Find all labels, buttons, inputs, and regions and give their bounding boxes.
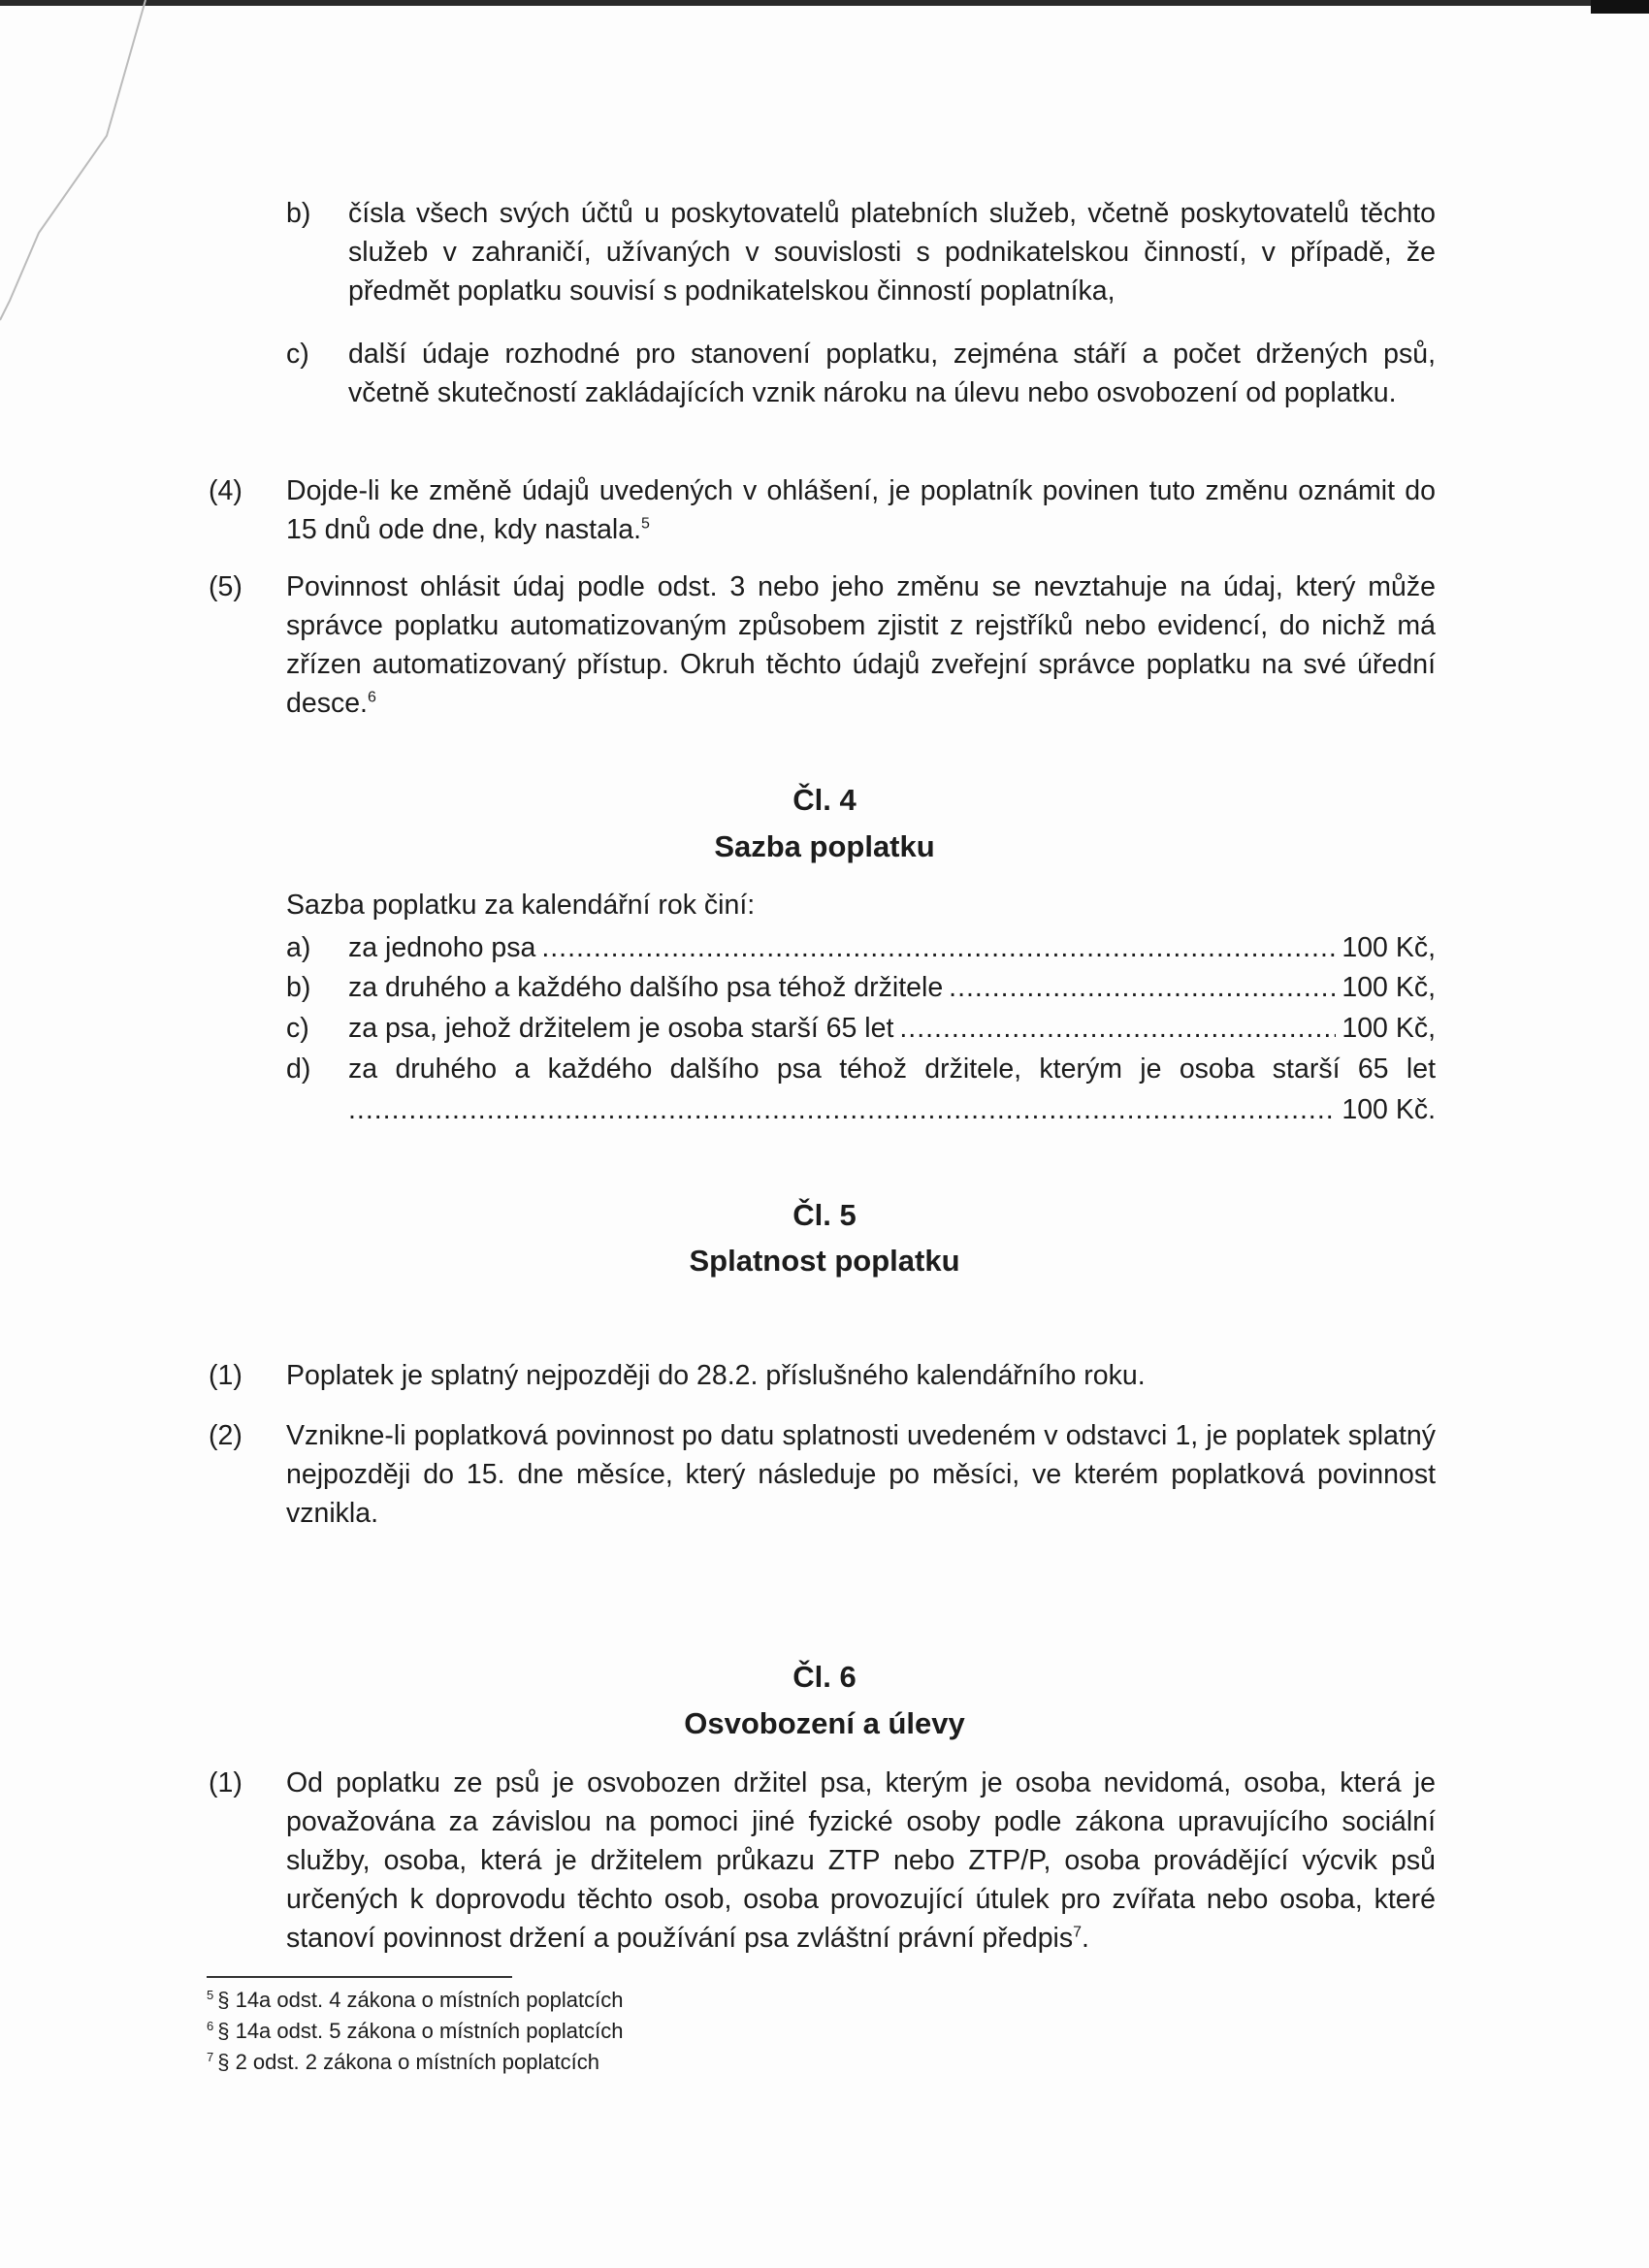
article-4-title: Sazba poplatku [714,829,935,863]
rate-row-a [286,928,1436,967]
paragraph-label: (1) [209,1767,242,1798]
footnote-5 [207,1988,624,2013]
paragraph-text: Vznikne-li poplatková povinnost po datu splatnosti uvedeném v odstavci 1, je poplatek splatný nejpozději do 15. dne měsíce, který následuje po měsíci, ve kterém poplatková povinnost vznikla. [286,1420,1436,1529]
rate-text: za jednoho psa [348,932,536,963]
article-4-number: Čl. 4 [792,783,857,817]
leader-dots [348,1090,1336,1129]
footnote-7 [207,2050,599,2075]
item-label: c) [286,339,309,370]
footnote-ref: 5 [641,515,650,533]
leader-dots [541,928,1336,967]
article-5-title: Splatnost poplatku [689,1244,960,1278]
footnote-ref: 7 [1073,1924,1083,1941]
item-text: čísla všech svých účtů u poskytovatelů platebních služeb, včetně poskytovatelů těchto služeb v zahraničí, užívaných v souvislosti s podnikatelskou činností, v případě, že předmět poplatku souvisí s podnikatelskou činností poplatníka, [348,198,1436,307]
leader-dots [899,1009,1336,1048]
paragraph-text: Od poplatku ze psů je osvobozen držitel psa, kterým je osoba nevidomá, osoba, která je považována za závislou na pomoci jiné fyzické osoby podle zákona upravujícího sociální služby, osoba, která je držitelem průkazu ZTP nebo ZTP/P, osoba provádějící výcvik psů určených k doprovodu těchto osob, osoba provozující útulek pro zvířata nebo osoba, které stanoví povinnost držení a používání psa zvláštní právní předpis$^7$. [286,1767,1436,1954]
rate-value: 100 Kč. [1342,1094,1436,1125]
paragraph-label: (1) [209,1360,242,1391]
rate-label: c) [286,1013,309,1044]
rate-text: za druhého a každého dalšího psa téhož držitele, kterým je osoba starší 65 let [348,1053,1436,1085]
footnote-text: § 14a odst. 4 zákona o místních poplatcích [217,1988,624,2012]
footnote-6 [207,2019,624,2044]
rate-value: 100 Kč, [1342,1013,1436,1044]
article-5-number: Čl. 5 [792,1198,857,1232]
footnote-number: 6 [207,2018,214,2033]
rate-row-c [286,1009,1436,1048]
paragraph-label: (4) [209,475,242,506]
rate-text: za druhého a každého dalšího psa téhož držitele [348,972,944,1003]
rate-row-b [286,968,1436,1007]
rate-label: b) [286,972,311,1003]
rate-row-d-value [348,1090,1436,1129]
rate-text: za psa, jehož držitelem je osoba starší 65 let [348,1013,894,1044]
paragraph-label: (5) [209,571,242,602]
footnote-separator [207,1976,512,1978]
paragraph-text: Povinnost ohlásit údaj podle odst. 3 nebo jeho změnu se nevztahuje na údaj, který může správce poplatku automatizovaným způsobem zjistit z rejstříků nebo evidencí, do nichž má zřízen automatizovaný přístup. Okruh těchto údajů zveřejní správce poplatku na své úřední desce.$^6$ [286,571,1436,719]
footnote-text: § 2 odst. 2 zákona o místních poplatcích [217,2050,600,2074]
rate-label: a) [286,932,311,963]
rate-label: d) [286,1053,311,1085]
item-text: další údaje rozhodné pro stanovení poplatku, zejména stáří a počet držených psů, včetně skutečností zakládajících vznik nároku na úlevu nebo osvobození od poplatku. [348,339,1436,408]
item-label: b) [286,198,311,229]
footnote-number: 7 [207,2049,214,2064]
article-6-title: Osvobození a úlevy [684,1706,965,1740]
footnote-number: 5 [207,1987,214,2002]
leader-dots [949,968,1336,1007]
rate-value: 100 Kč, [1342,972,1436,1003]
footnote-text: § 14a odst. 5 zákona o místních poplatcích [217,2019,624,2043]
article-6-number: Čl. 6 [792,1660,857,1694]
paragraph-label: (2) [209,1420,242,1451]
paragraph-text: Dojde-li ke změně údajů uvedených v ohlášení, je poplatník povinen tuto změnu oznámit do 15 dnů ode dne, kdy nastala.$^5$ [286,475,1436,545]
footnote-ref: 6 [367,689,376,706]
rate-value: 100 Kč, [1342,932,1436,963]
rate-intro: Sazba poplatku za kalendářní rok činí: [286,890,756,921]
paragraph-text: Poplatek je splatný nejpozději do 28.2. příslušného kalendářního roku. [286,1360,1146,1391]
